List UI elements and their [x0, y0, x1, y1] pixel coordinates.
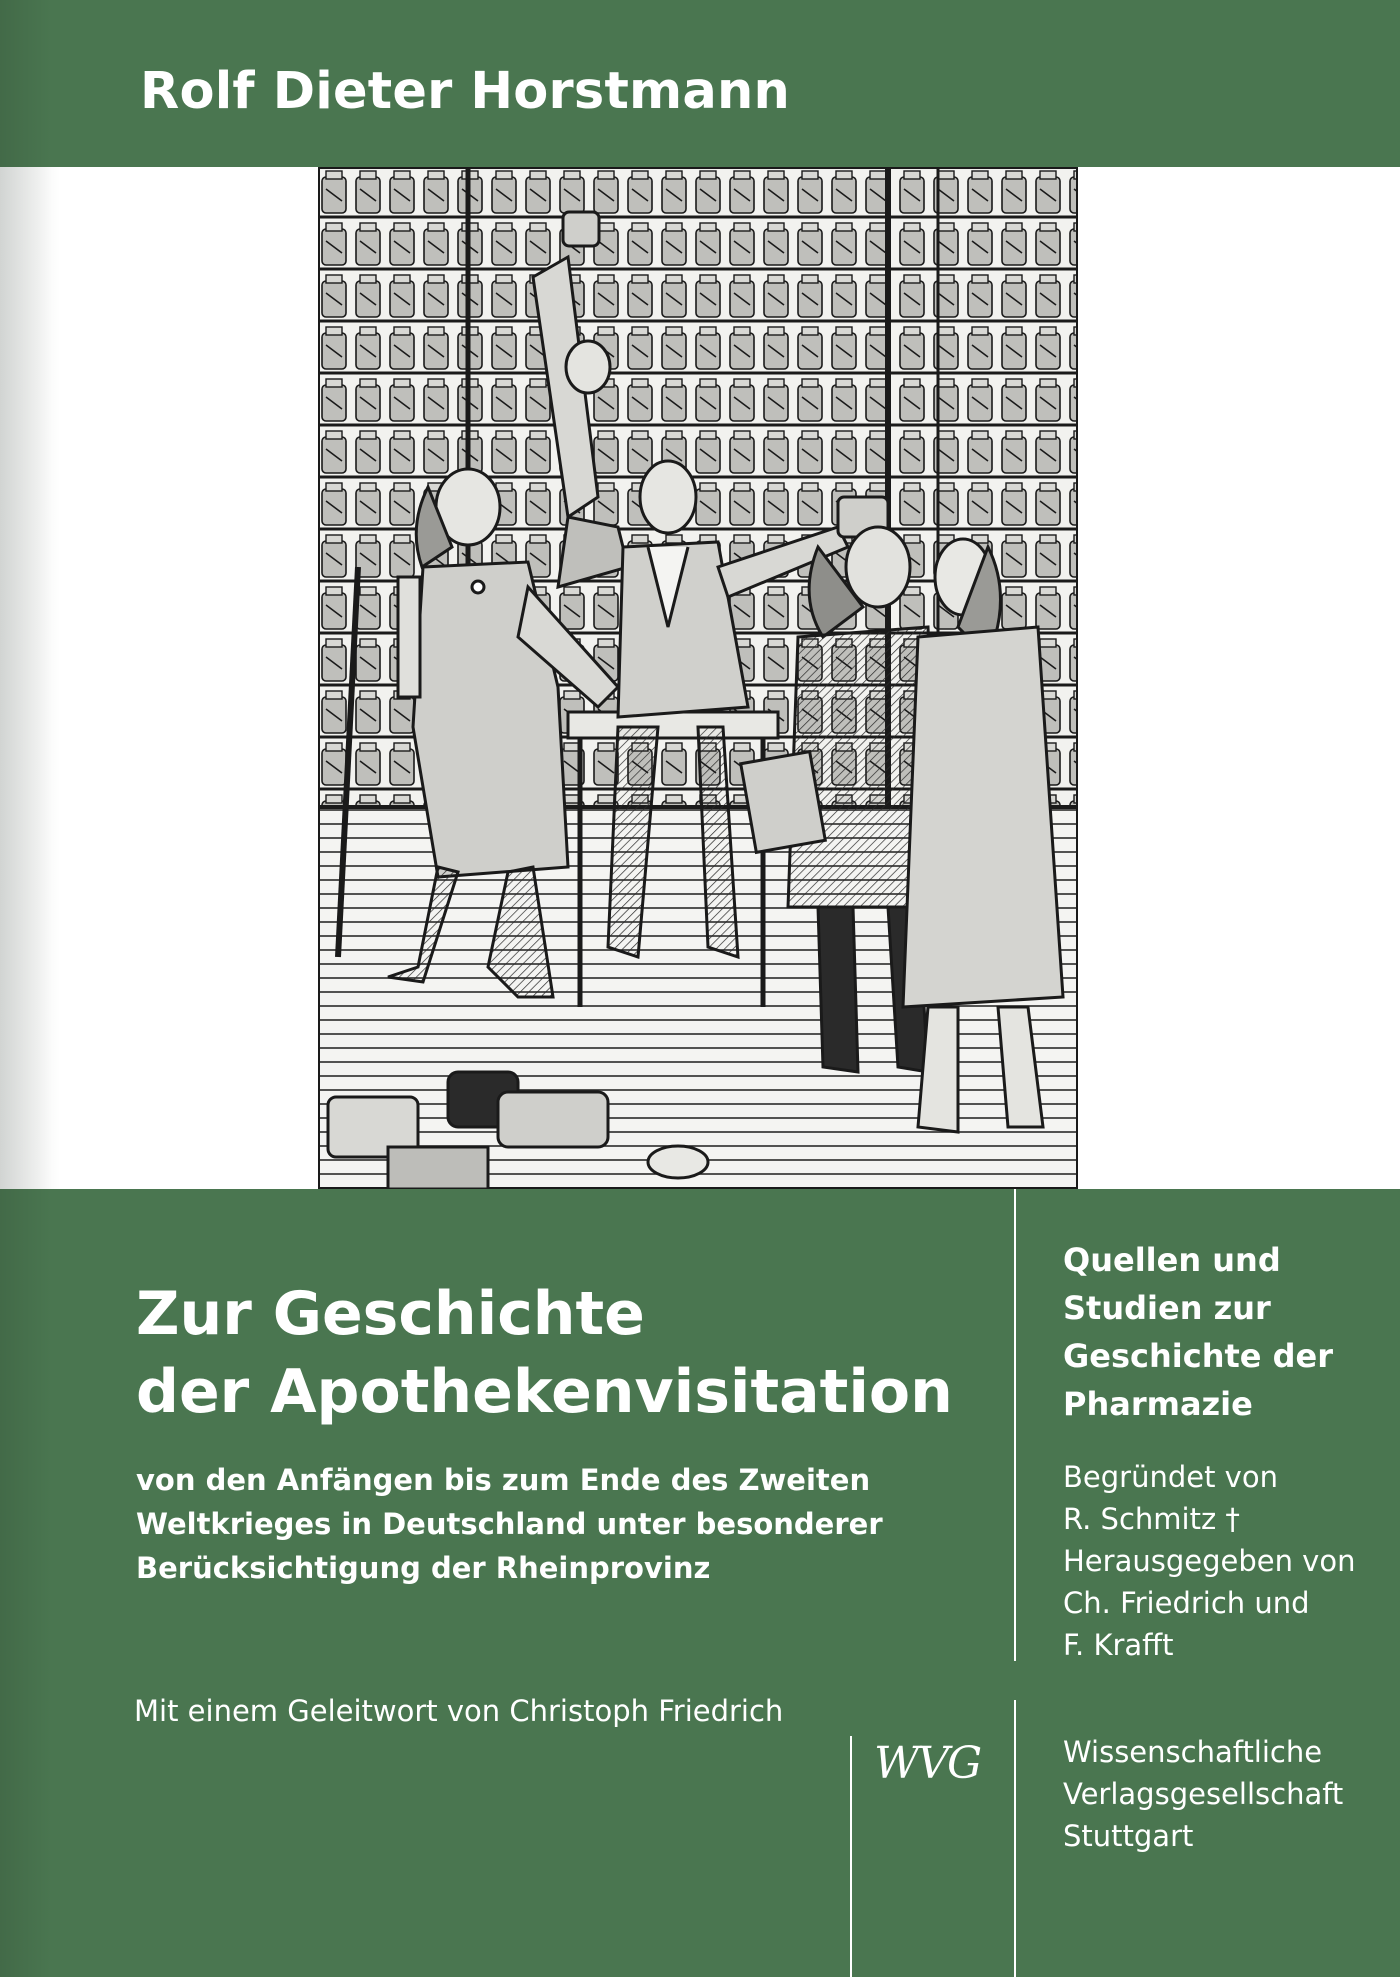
author-band: [0, 0, 1400, 167]
book-subtitle: [136, 1458, 896, 1590]
series-title-line: Geschichte der: [1063, 1337, 1334, 1375]
book-title: [136, 1275, 996, 1431]
series-meta-line: Ch. Friedrich und: [1063, 1586, 1310, 1620]
book-title-line: Zur Geschichte: [136, 1279, 645, 1349]
series-title-line: Pharmazie: [1063, 1385, 1253, 1423]
series-meta-line: Begründet von: [1063, 1460, 1278, 1494]
subtitle-line: Berücksichtigung der Rheinprovinz: [136, 1551, 711, 1585]
series-meta-line: Herausgegeben von: [1063, 1544, 1356, 1578]
publisher-line: Verlagsgesellschaft: [1063, 1777, 1344, 1811]
series-title: [1063, 1236, 1333, 1428]
publisher-logo: WVG: [874, 1738, 981, 1789]
publisher-line: Wissenschaftliche: [1063, 1735, 1323, 1769]
series-title-line: Quellen und: [1063, 1241, 1281, 1279]
series-divider: [1014, 1189, 1016, 1661]
pharmacy-engraving-illustration: [318, 167, 1078, 1189]
series-meta-line: R. Schmitz †: [1063, 1502, 1240, 1536]
publisher-name: [1063, 1731, 1343, 1857]
series-editors: [1063, 1456, 1355, 1666]
book-title-line: der Apothekenvisitation: [136, 1357, 953, 1427]
series-title-line: Studien zur: [1063, 1289, 1271, 1327]
logo-divider: [850, 1736, 852, 1977]
subtitle-line: von den Anfängen bis zum Ende des Zweiten: [136, 1463, 871, 1497]
foreword-credit: Mit einem Geleitwort von Christoph Friedrich: [134, 1694, 784, 1728]
series-meta-line: F. Krafft: [1063, 1628, 1174, 1662]
publisher-divider: [1014, 1700, 1016, 1977]
subtitle-line: Weltkrieges in Deutschland unter besonderer: [136, 1507, 883, 1541]
publisher-line: Stuttgart: [1063, 1819, 1194, 1853]
author-name: Rolf Dieter Horstmann: [140, 62, 790, 121]
